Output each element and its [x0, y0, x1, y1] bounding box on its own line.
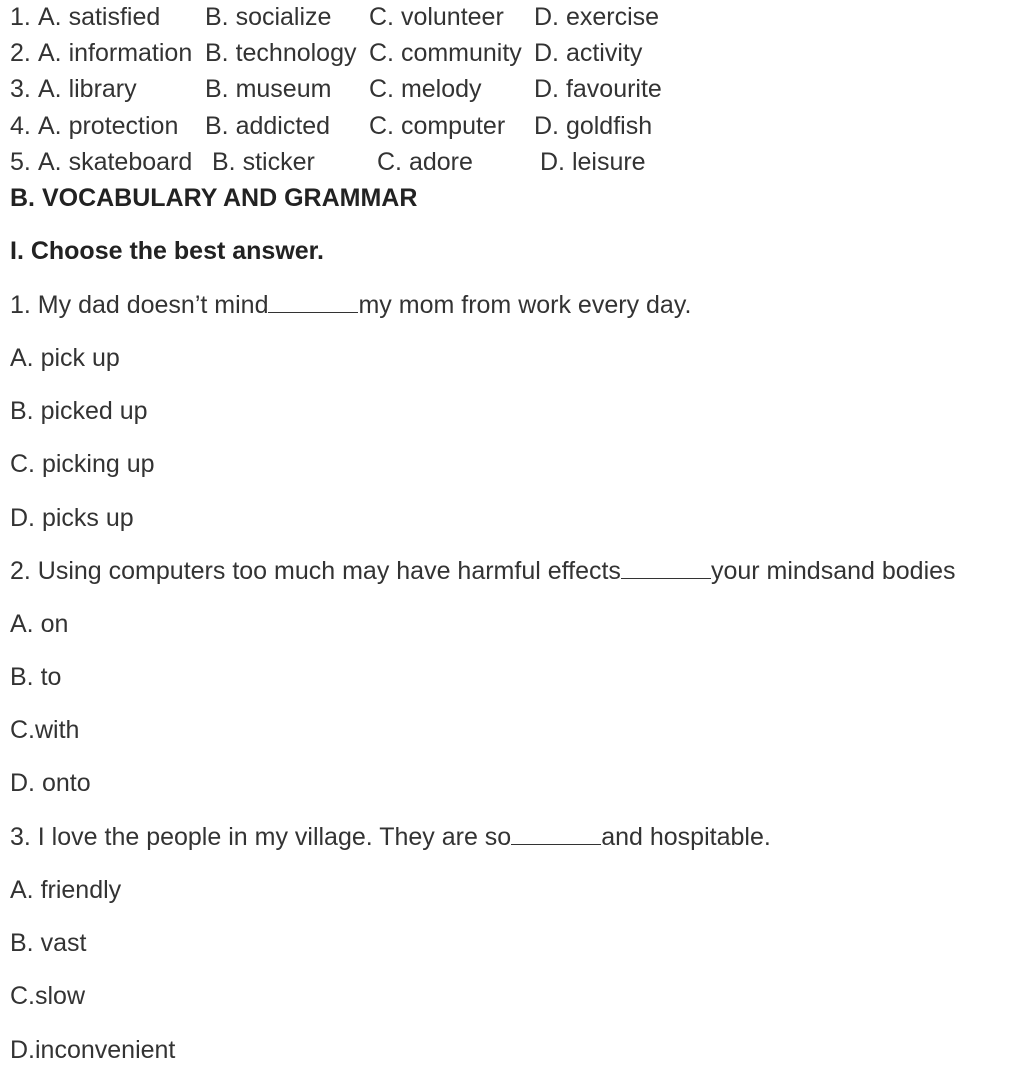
q1-option-c: C. picking up	[10, 450, 155, 478]
option-a: A. protection	[38, 112, 179, 140]
row-number: 1.	[10, 3, 31, 31]
section-heading: B. VOCABULARY AND GRAMMAR	[10, 184, 418, 212]
question-text-prefix: 2. Using computers too much may have harmful effects	[10, 557, 621, 585]
q3-option-d: D.inconvenient	[10, 1036, 176, 1064]
question-text-prefix: 1. My dad doesn’t mind	[10, 291, 269, 319]
option-a: A. satisfied	[38, 3, 161, 31]
q1-option-b: B. picked up	[10, 397, 148, 425]
q3-option-a: A. friendly	[10, 876, 122, 904]
q2-option-c: C.with	[10, 716, 80, 744]
question-text-suffix: my mom from work every day.	[358, 291, 692, 319]
q1-option-a: A. pick up	[10, 344, 120, 372]
option-a: A. library	[38, 75, 137, 103]
question-text-suffix: your mindsand bodies	[710, 557, 956, 585]
q2-option-d: D. onto	[10, 769, 91, 797]
option-d: D. exercise	[534, 3, 660, 31]
option-b: B. museum	[205, 75, 332, 103]
q3-option-b: B. vast	[10, 929, 87, 957]
option-a: A. information	[38, 39, 193, 67]
question-text-prefix: 3. I love the people in my village. They are so	[10, 823, 512, 851]
answer-blank	[268, 290, 358, 313]
q2-option-a: A. on	[10, 610, 69, 638]
answer-blank	[621, 556, 711, 579]
question-3	[10, 822, 771, 852]
option-d: D. favourite	[534, 75, 662, 103]
q3-option-c: C.slow	[10, 982, 86, 1010]
q1-option-d: D. picks up	[10, 504, 134, 532]
question-2	[10, 556, 956, 586]
exercise-heading: I. Choose the best answer.	[10, 237, 324, 265]
question-text-suffix: and hospitable.	[601, 823, 771, 851]
answer-blank	[511, 822, 601, 845]
row-number: 3.	[10, 75, 31, 103]
q2-option-b: B. to	[10, 663, 62, 691]
option-b: B. socialize	[205, 3, 332, 31]
option-d: D. leisure	[540, 148, 646, 176]
option-c: C. melody	[369, 75, 482, 103]
row-number: 4.	[10, 112, 31, 140]
option-d: D. goldfish	[534, 112, 653, 140]
row-number: 2.	[10, 39, 31, 67]
option-a: A. skateboard	[38, 148, 193, 176]
row-number: 5.	[10, 148, 31, 176]
question-1	[10, 290, 691, 320]
option-b: B. sticker	[212, 148, 315, 176]
option-c: C. volunteer	[369, 3, 504, 31]
option-c: C. community	[369, 39, 522, 67]
option-c: C. adore	[377, 148, 473, 176]
option-b: B. addicted	[205, 112, 331, 140]
option-d: D. activity	[534, 39, 643, 67]
option-c: C. computer	[369, 112, 506, 140]
option-b: B. technology	[205, 39, 357, 67]
